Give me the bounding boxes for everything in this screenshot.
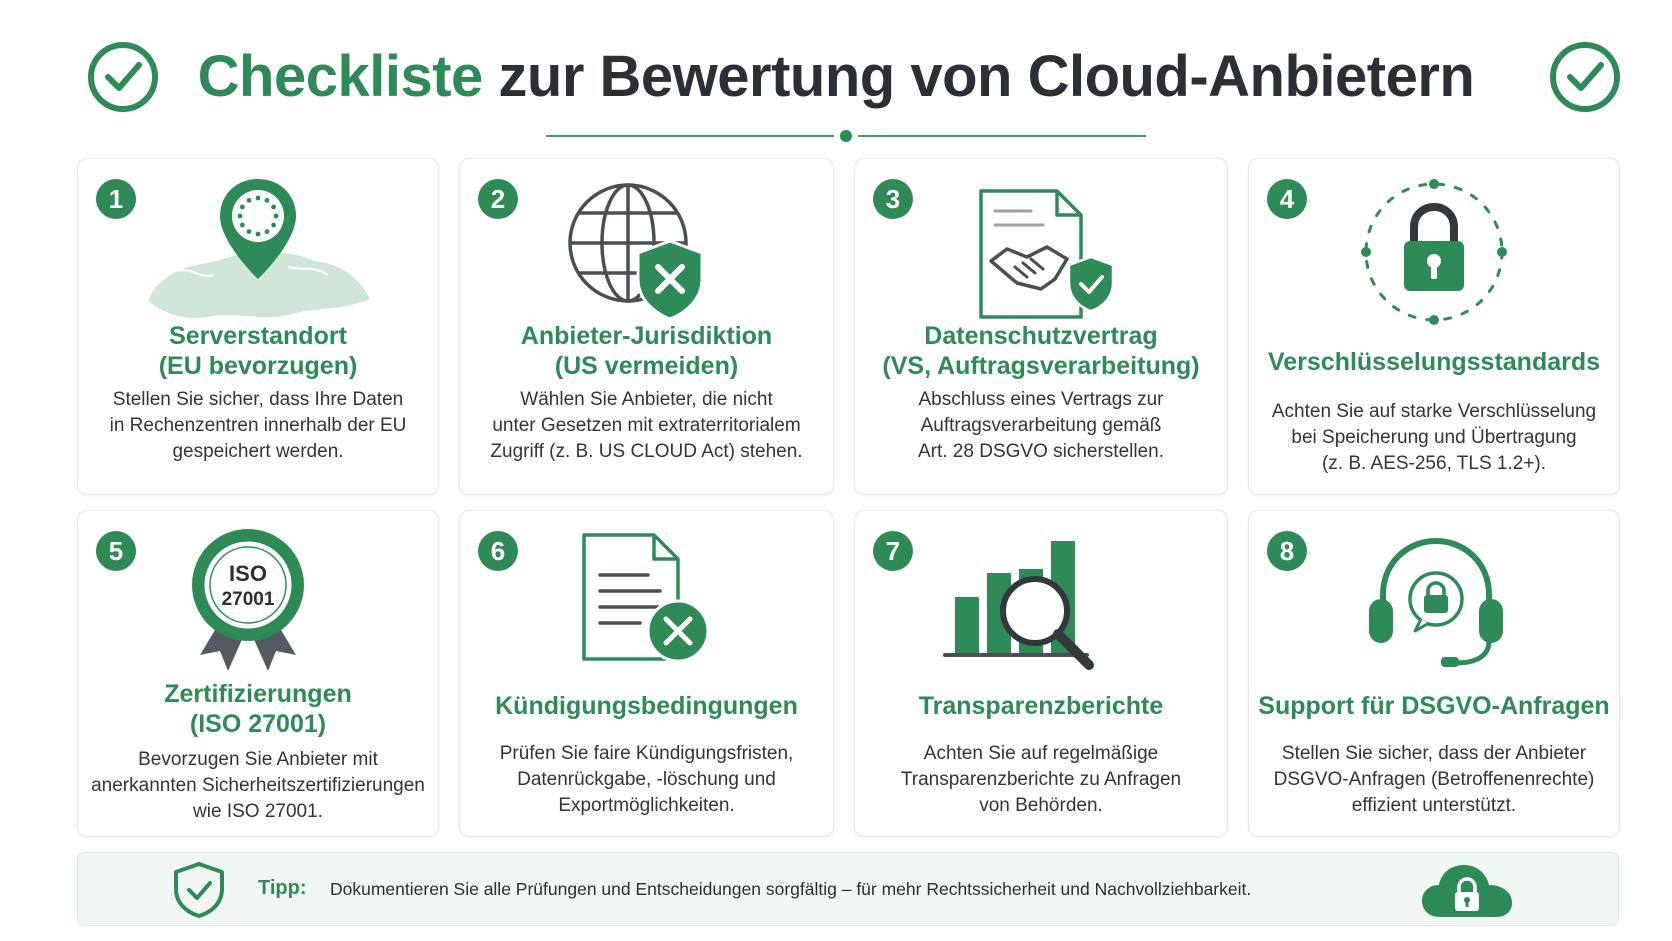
card-description: Stellen Sie sicher, dass Ihre Daten in Rechenzentren innerhalb der EU gespeichert werden. bbox=[109, 389, 407, 462]
card-title: Support für DSGVO-Anfragen bbox=[1258, 692, 1610, 720]
card-description: Abschluss eines Vertrags zur Auftragsverarbeitung gemäß Art. 28 DSGVO sicherstellen. bbox=[917, 389, 1165, 462]
card-number: 6 bbox=[478, 531, 518, 571]
card-number: 8 bbox=[1267, 531, 1307, 571]
card-title: Verschlüsselungsstandards bbox=[1267, 348, 1601, 376]
card-number: 5 bbox=[96, 531, 136, 571]
shield-check-icon bbox=[172, 861, 226, 919]
tip-bar bbox=[77, 852, 1619, 926]
card-title: Datenschutzvertrag (VS, Auftragsverarbeitung) bbox=[882, 322, 1200, 380]
title-divider bbox=[546, 130, 1146, 142]
title-accent: Checkliste bbox=[197, 44, 483, 109]
card-title: Anbieter-Jurisdiktion (US vermeiden) bbox=[520, 322, 773, 380]
card-data-protection-contract bbox=[854, 158, 1228, 495]
card-number: 7 bbox=[873, 531, 913, 571]
card-description: Bevorzugen Sie Anbieter mit anerkannten Sicherheitszertifizierungen wie ISO 27001. bbox=[91, 749, 425, 822]
globe-shield-x-icon bbox=[562, 181, 712, 321]
card-description: Achten Sie auf starke Verschlüsselung bei Speicherung und Übertragung (z. B. AES-256, TLS 1.2+). bbox=[1271, 401, 1597, 474]
card-number: 2 bbox=[478, 179, 518, 219]
iso-badge-icon bbox=[188, 525, 308, 675]
tip-text: Dokumentieren Sie alle Prüfungen und Entscheidungen sorgfältig – für mehr Rechtssicherheit und Nachvollziehbarkeit. bbox=[330, 879, 1252, 899]
bar-chart-magnifier-icon bbox=[939, 529, 1109, 679]
card-description: Prüfen Sie faire Kündigungsfristen, Datenrückgabe, -löschung und Exportmöglichkeiten. bbox=[499, 743, 794, 816]
check-circle-icon bbox=[1548, 40, 1622, 114]
card-number: 1 bbox=[96, 179, 136, 219]
card-server-location bbox=[77, 158, 439, 495]
tip-label: Tipp: bbox=[258, 877, 307, 899]
cloud-lock-icon bbox=[1420, 859, 1514, 921]
padlock-icon bbox=[1354, 177, 1514, 327]
card-title: Kündigungsbedingungen bbox=[495, 692, 798, 720]
card-certifications bbox=[77, 510, 439, 837]
badge-line-2: 27001 bbox=[221, 589, 275, 610]
card-title: Serverstandort (EU bevorzugen) bbox=[158, 322, 358, 380]
card-termination-conditions bbox=[459, 510, 834, 837]
headset-lock-icon bbox=[1363, 533, 1509, 673]
eu-location-pin-icon bbox=[138, 171, 378, 331]
card-transparency-reports bbox=[854, 510, 1228, 837]
page-title bbox=[0, 42, 1672, 112]
card-provider-jurisdiction bbox=[459, 158, 834, 495]
header bbox=[0, 28, 1672, 128]
card-description: Wählen Sie Anbieter, die nicht unter Gesetzen mit extraterritorialem Zugriff (z. B. US CLOUD Act) stehen. bbox=[490, 389, 803, 462]
card-description: Achten Sie auf regelmäßige Transparenzberichte zu Anfragen von Behörden. bbox=[900, 743, 1182, 816]
contract-handshake-icon bbox=[971, 187, 1121, 327]
card-title: Transparenzberichte bbox=[918, 692, 1164, 720]
card-description: Stellen Sie sicher, dass der Anbieter DSGVO-Anfragen (Betroffenenrechte) effizient unterstützt. bbox=[1273, 743, 1595, 816]
card-encryption-standards bbox=[1248, 158, 1620, 495]
document-x-icon bbox=[578, 531, 718, 671]
badge-line-1: ISO bbox=[229, 561, 267, 586]
title-rest: zur Bewertung von Cloud-Anbietern bbox=[498, 44, 1475, 109]
card-gdpr-support bbox=[1248, 510, 1620, 837]
card-number: 4 bbox=[1267, 179, 1307, 219]
card-title: Zertifizierungen (ISO 27001) bbox=[164, 680, 352, 738]
card-number: 3 bbox=[873, 179, 913, 219]
